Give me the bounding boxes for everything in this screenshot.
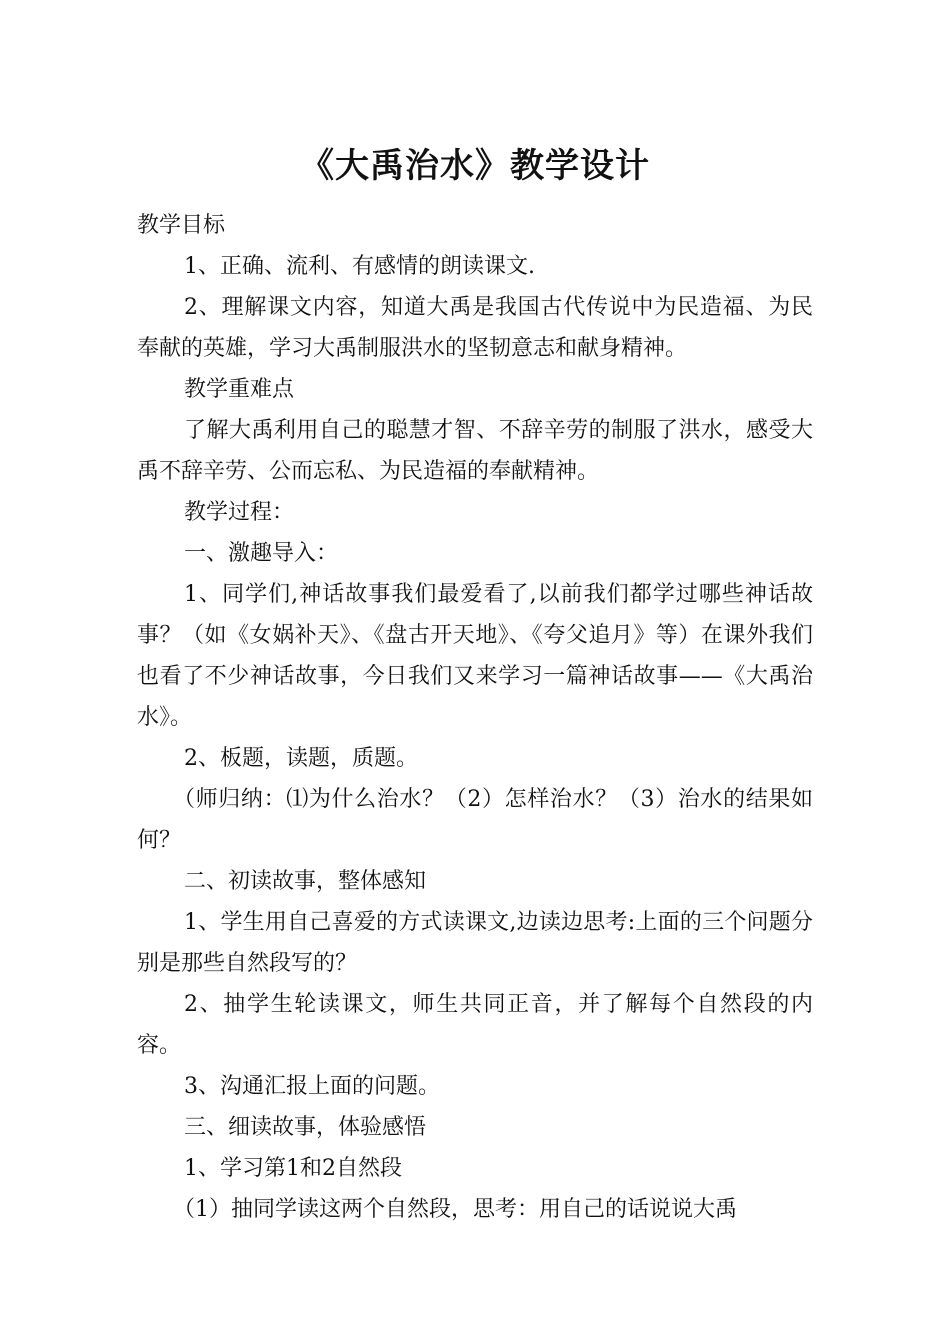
paragraph: 1、正确、流利、有感情的朗读课文.	[184, 254, 535, 279]
paragraph: 1、学习第1和2自然段	[184, 1156, 402, 1181]
paragraph: 2、抽学生轮读课文，师生共同正音，并了解每个自然段的内容。	[137, 992, 813, 1058]
section-heading: 三、细读故事，体验感悟	[184, 1115, 427, 1140]
paragraph: 1、同学们,神话故事我们最爱看了,以前我们都学过哪些神话故事？（如《女娲补天》、《盘古开天地》、《夸父追月》等）在课外我们也看了不少神话故事，今日我们又来学习一篇神话故事——《大禹治水》。	[137, 582, 813, 730]
section-heading-key-points: 教学重难点	[184, 377, 295, 402]
section-heading-process: 教学过程：	[184, 500, 295, 525]
paragraph: 2、板题，读题，质题。	[184, 746, 418, 771]
paragraph: 1、学生用自己喜爱的方式读课文,边读边思考:上面的三个问题分别是那些自然段写的？	[137, 910, 813, 976]
section-heading: 二、初读故事，整体感知	[184, 869, 427, 894]
document-body	[137, 205, 813, 1230]
paragraph: 2、理解课文内容，知道大禹是我国古代传说中为民造福、为民奉献的英雄，学习大禹制服洪水的坚韧意志和献身精神。	[137, 295, 813, 361]
paragraph: 3、沟通汇报上面的问题。	[184, 1074, 440, 1099]
document-title: 《大禹治水》教学设计	[300, 146, 650, 186]
paragraph: （师归纳：⑴为什么治水？（2）怎样治水？（3）治水的结果如何？	[137, 787, 813, 853]
section-heading: 一、激趣导入：	[184, 541, 339, 566]
paragraph: （1）抽同学读这两个自然段，思考：用自己的话说说大禹	[173, 1197, 737, 1222]
section-heading-objectives: 教学目标	[137, 213, 226, 238]
paragraph: 了解大禹利用自己的聪慧才智、不辞辛劳的制服了洪水，感受大禹不辞辛劳、公而忘私、为民造福的奉献精神。	[137, 418, 813, 484]
